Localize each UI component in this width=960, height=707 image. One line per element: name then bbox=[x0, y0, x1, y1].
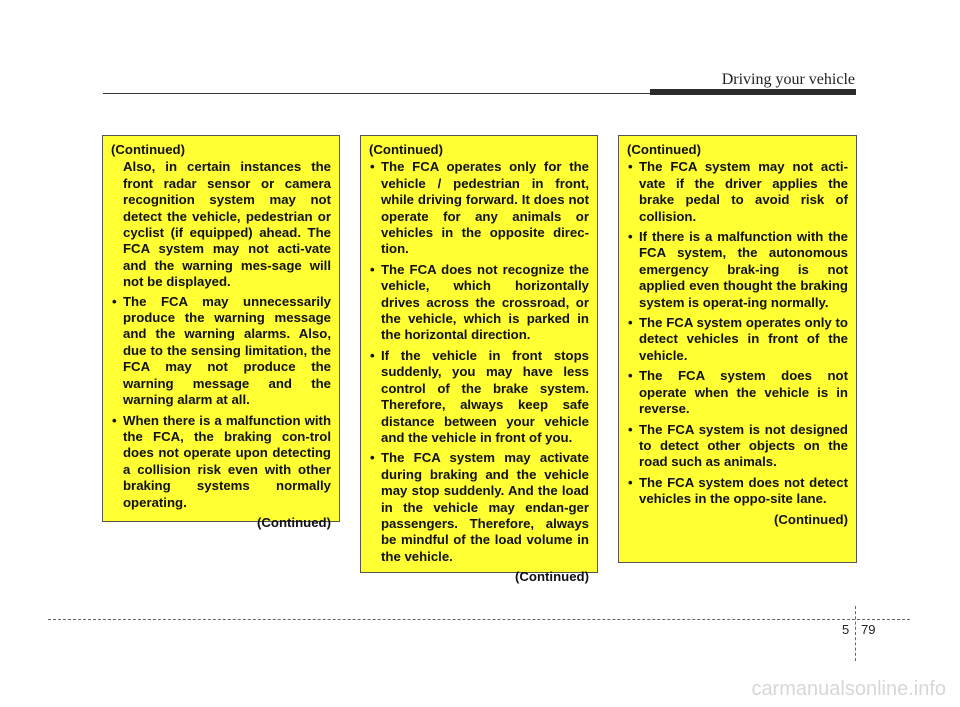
continued-label: (Continued) bbox=[515, 569, 589, 585]
list-item: • The FCA system does not operate when the vehicle is in reverse. bbox=[627, 368, 848, 417]
bullet-list bbox=[369, 159, 589, 565]
continued-label: (Continued) bbox=[774, 511, 848, 527]
list-item: • The FCA may unnecessarily produce the warning message and the warning alarms. Also, due to the sensing limitation, the FCA may not produce the warning message and the warning alarm at all. bbox=[111, 294, 331, 409]
list-item: • The FCA system does not detect vehicles in the oppo-site lane. bbox=[627, 475, 848, 508]
caution-box-2 bbox=[360, 135, 598, 585]
continued-label: (Continued) bbox=[111, 142, 185, 157]
list-item: • When there is a malfunction with the FCA, the braking con-trol does not operate upon detecting a collision risk even with other braking systems normally operating. bbox=[111, 413, 331, 511]
list-item: • The FCA system may activate during braking and the vehicle may stop suddenly. And the load in the vehicle may endan-ger passengers. Therefore, always be mindful of the load volume in the vehicle. bbox=[369, 450, 589, 565]
header-rule-accent bbox=[650, 89, 856, 95]
footer-page-divider bbox=[855, 606, 856, 661]
continued-label: (Continued) bbox=[627, 142, 701, 157]
list-item: • The FCA system may not acti-vate if the driver applies the brake pedal to avoid risk of collision. bbox=[627, 159, 848, 225]
section-title: Driving your vehicle bbox=[721, 71, 855, 88]
intro-paragraph: Also, in certain instances the front radar sensor or camera recognition system may not detect the vehicle, pedestrian or cyclist (if equipped) ahead. The FCA system may not acti-vate and the warning mes-sage will not be displayed. bbox=[123, 159, 331, 290]
list-item: • The FCA system is not designed to detect other objects on the road such as animals. bbox=[627, 422, 848, 471]
footer-divider bbox=[48, 619, 910, 620]
header-rule bbox=[103, 93, 653, 94]
chapter-number: 5 bbox=[842, 622, 850, 637]
bullet-list bbox=[111, 294, 331, 511]
list-item: • The FCA system operates only to detect vehicles in front of the vehicle. bbox=[627, 315, 848, 364]
list-item: • The FCA operates only for the vehicle / pedestrian in front, while driving forward. It does not operate for any animals or vehicles in the opposite direc-tion. bbox=[369, 159, 589, 257]
page-number: 79 bbox=[861, 622, 876, 637]
caution-box-1 bbox=[102, 135, 340, 530]
caution-box-3 bbox=[618, 135, 857, 563]
bullet-list bbox=[627, 159, 848, 507]
list-item: • If there is a malfunction with the FCA system, the autonomous emergency brak-ing is not applied even thought the braking system is operat-ing normally. bbox=[627, 229, 848, 311]
continued-label: (Continued) bbox=[369, 142, 443, 157]
list-item: • The FCA does not recognize the vehicle, which horizontally drives across the crossroad, or the vehicle, which is parked in the horizontal direction. bbox=[369, 262, 589, 344]
continued-label: (Continued) bbox=[257, 514, 331, 530]
watermark: carmanualsonline.info bbox=[751, 678, 946, 700]
list-item: • If the vehicle in front stops suddenly, you may have less control of the brake system. Therefore, always keep safe distance between your vehicle and the vehicle in front of you. bbox=[369, 348, 589, 446]
